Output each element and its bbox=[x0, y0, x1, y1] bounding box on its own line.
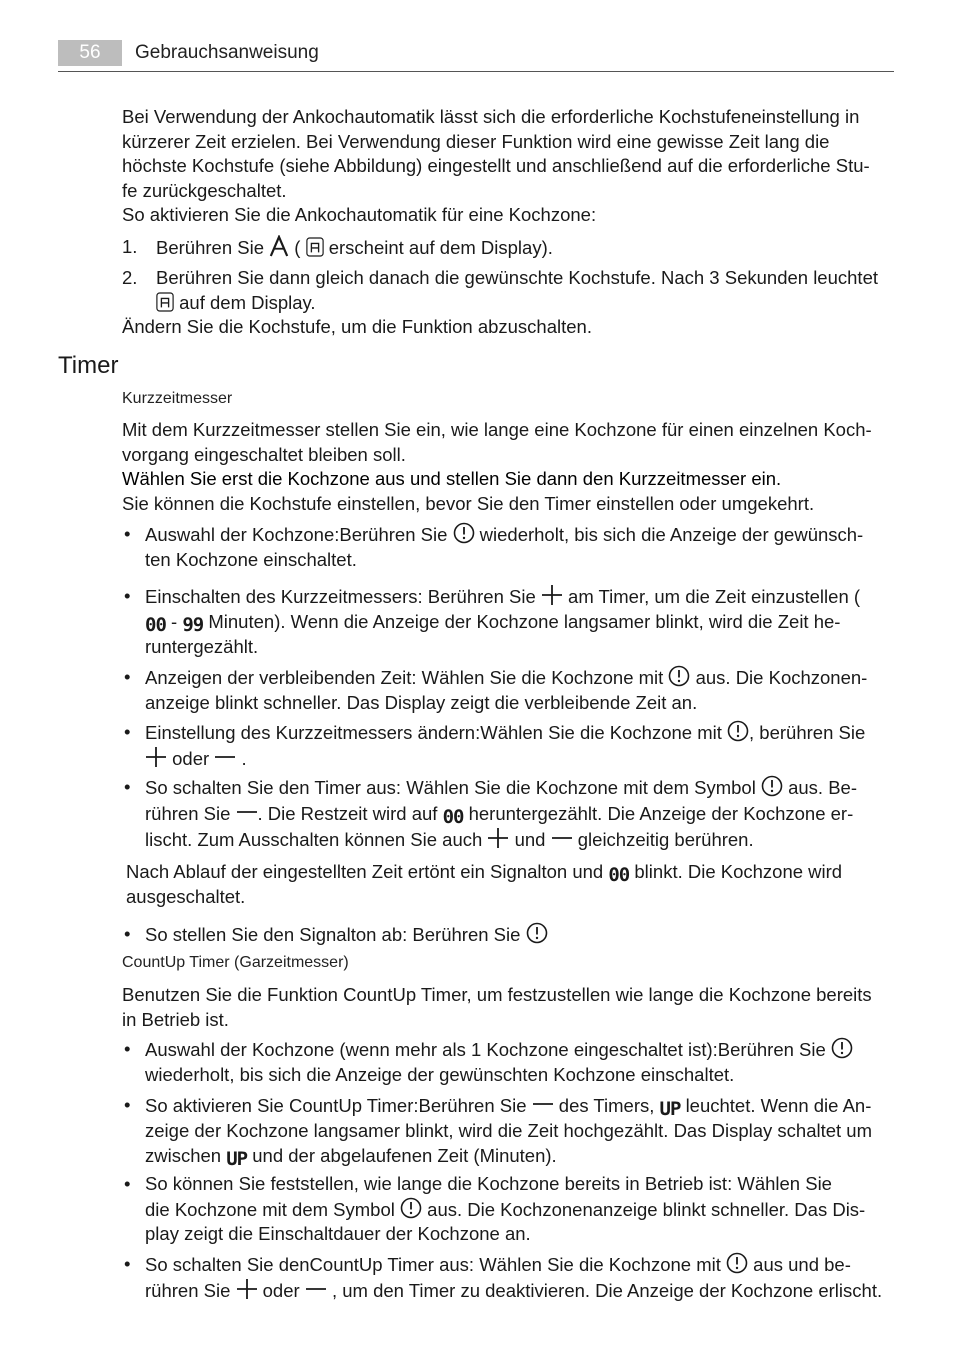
autoheat-step-2: 2. Berühren Sie dann gleich danach die gewünschte Kochstufe. Nach 3 Sekunden leuchtet auf dem Display. bbox=[122, 267, 878, 313]
autoheat-a-icon bbox=[269, 235, 289, 257]
timer-clock-icon bbox=[526, 922, 548, 944]
timer-bullet-signal-off: • So stellen Sie den Signalton ab: Berühren Sie bbox=[122, 922, 894, 948]
plus-icon bbox=[541, 584, 563, 606]
timer-clock-icon bbox=[831, 1037, 853, 1059]
segment-display-00: 00 bbox=[442, 805, 464, 828]
plus-icon bbox=[145, 746, 167, 768]
header-divider bbox=[58, 71, 894, 72]
page-number: 56 bbox=[58, 40, 122, 66]
minus-icon bbox=[214, 746, 236, 768]
timer-bullet-start: • Einschalten des Kurzzeitmessers: Berühren Sie am Timer, um die Zeit einzustellen ( 00 - 99 Minuten). Wenn die Anzeige der Kochzone langsamer blinkt, wird die Zeit he- runtergezählt. bbox=[124, 585, 861, 657]
timer-clock-icon bbox=[453, 522, 475, 544]
plus-icon bbox=[487, 827, 509, 849]
timer-clock-icon bbox=[726, 1252, 748, 1274]
plus-icon bbox=[236, 1278, 258, 1300]
countup-bullet-off: • So schalten Sie denCountUp Timer aus: Wählen Sie die Kochzone mit aus und be- rühren Sie oder , um den Timer zu deaktivieren. Die Anzeige der Kochzone erlischt. bbox=[124, 1253, 883, 1301]
segment-display-up: UP bbox=[659, 1098, 681, 1120]
timer-bullet-change: • Einstellung des Kurzzeitmessers ändern:Wählen Sie die Kochzone mit , berühren Sie oder . bbox=[124, 721, 866, 769]
minus-icon bbox=[532, 1093, 554, 1115]
segment-display-00: 00 bbox=[145, 613, 166, 636]
timer-clock-icon bbox=[761, 775, 783, 797]
segment-display-up: UP bbox=[226, 1147, 248, 1170]
subheading-kurzzeitmesser: Kurzzeitmesser bbox=[122, 390, 233, 407]
autoheat-display-a-icon bbox=[306, 237, 324, 257]
timer-bullet-remaining: • Anzeigen der verbleibenden Zeit: Wählen Sie die Kochzone mit aus. Die Kochzonen- anzeige blinkt schneller. Das Display zeigt die verbleibende Zeit an. bbox=[124, 666, 868, 713]
page-header-title: Gebrauchsanweisung bbox=[135, 42, 319, 63]
subheading-countup: CountUp Timer (Garzeitmesser) bbox=[122, 954, 349, 971]
timer-clock-icon bbox=[668, 665, 690, 687]
timer-clock-icon bbox=[727, 720, 749, 742]
countup-bullet-select-zone: • Auswahl der Kochzone (wenn mehr als 1 Kochzone eingeschaltet ist):Berühren Sie wiederholt, bis sich die Anzeige der gewünschten Kochzone einschaltet. bbox=[122, 1037, 894, 1087]
autoheat-off-note: Ändern Sie die Kochstufe, um die Funktion abzuschalten. bbox=[122, 316, 592, 337]
segment-display-00: 00 bbox=[608, 864, 630, 886]
countup-bullet-check-duration: • So können Sie feststellen, wie lange die Kochzone bereits in Betrieb ist: Wählen Sie die Kochzone mit dem Symbol aus. Die Kochzonenanzeige blinkt schneller. Das Dis- play zeigt die Einschaltdauer der Kochzone an. bbox=[124, 1173, 866, 1244]
minus-icon bbox=[551, 827, 573, 849]
timer-end-note: Nach Ablauf der eingestellten Zeit ertönt ein Signalton und 00 blinkt. Die Kochzone wird ausgeschaltet. bbox=[126, 861, 843, 907]
countup-intro: Benutzen Sie die Funktion CountUp Timer, um festzustellen wie lange die Kochzone bereits in Betrieb ist. bbox=[122, 984, 872, 1030]
segment-display-99: 99 bbox=[182, 613, 204, 636]
minus-icon bbox=[305, 1278, 327, 1300]
timer-clock-icon bbox=[400, 1197, 422, 1219]
autoheat-intro: Bei Verwendung der Ankochautomatik lässt sich die erforderliche Kochstufeneinstellung in kürzerer Zeit erzielen. Bei Verwendung dieser Funktion wird eine gewisse Zeit lang die höchste Kochstufe (siehe Abbildung) eingestellt und anschließend auf die erforderliche Stu- fe zurückgeschaltet. So aktivieren Sie die Ankochautomatik für eine Kochzone: bbox=[122, 106, 870, 225]
timer-bullet-select-zone: • Auswahl der Kochzone:Berühren Sie wiederholt, bis sich die Anzeige der gewünsch- ten Kochzone einschaltet. bbox=[124, 523, 864, 570]
countup-bullet-activate: • So aktivieren Sie CountUp Timer:Berühren Sie des Timers, UP leuchtet. Wenn die An- zeige der Kochzone langsamer blinkt, wird die Zeit hochgezählt. Das Display schaltet um zwischen UP und der abgelaufenen Zeit (Minuten). bbox=[124, 1094, 873, 1170]
timer-intro: Mit dem Kurzzeitmesser stellen Sie ein, wie lange eine Kochzone für einen einzelnen Koch- vorgang eingeschaltet bleiben soll. Wählen Sie erst die Kochzone aus und stellen Sie dann den Kurzzeitmesser ein. Sie können die Kochstufe einstellen, bevor Sie den Timer einstellen oder umgekehrt. bbox=[122, 419, 872, 514]
timer-bullet-off: • So schalten Sie den Timer aus: Wählen Sie die Kochzone mit dem Symbol aus. Be- rühren Sie . Die Restzeit wird auf 00 heruntergezählt. Die Anzeige der Kochzone er- lischt. Zum Ausschalten können Sie auch und gleichzeitig berühren. bbox=[124, 776, 858, 850]
section-heading-timer: Timer bbox=[58, 352, 119, 379]
autoheat-display-a-icon bbox=[156, 292, 174, 312]
autoheat-step-1: 1. Berühren Sie ( erscheint auf dem Display). bbox=[122, 236, 553, 258]
minus-icon bbox=[236, 801, 258, 823]
